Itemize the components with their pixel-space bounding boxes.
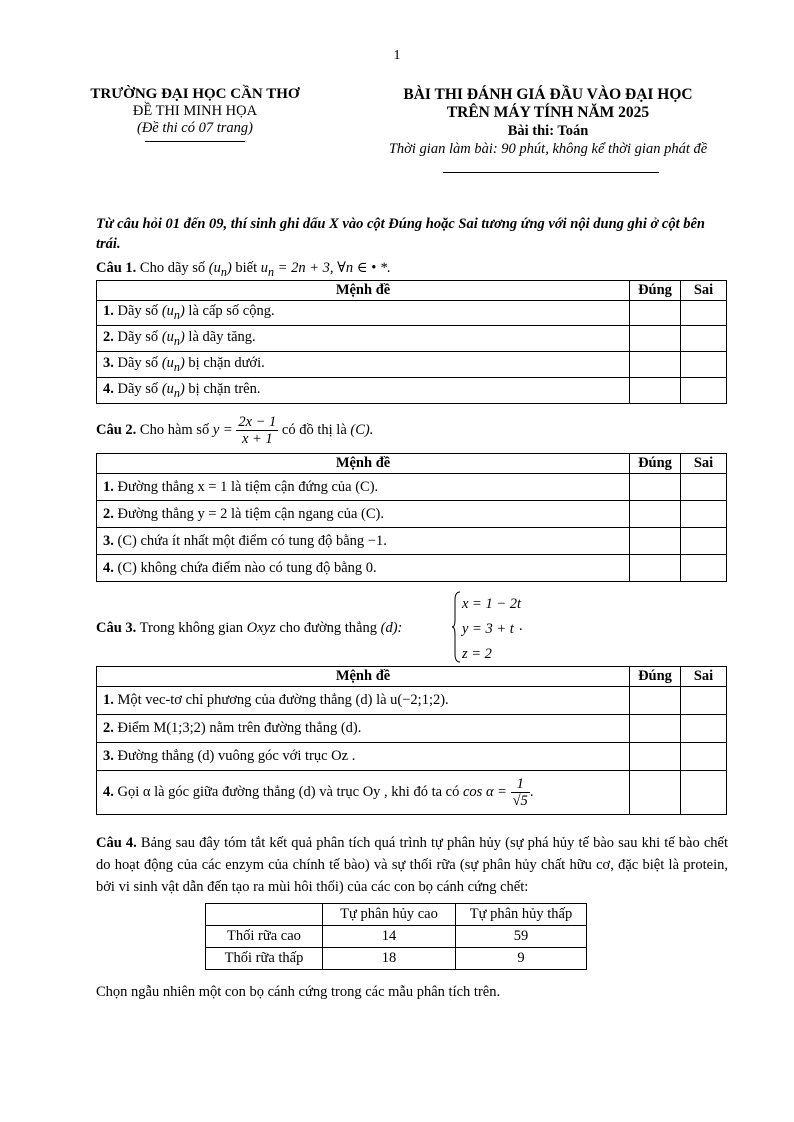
q4-closing: Chọn ngẫu nhiên một con bọ cánh cứng trong các mẫu phân tích trên. bbox=[96, 984, 501, 1000]
answer-true-cell[interactable] bbox=[630, 687, 681, 715]
q2-fraction bbox=[236, 414, 278, 447]
table-row bbox=[206, 926, 587, 948]
header-left bbox=[70, 86, 320, 137]
row-num: 2. bbox=[103, 505, 114, 522]
answer-true-cell[interactable] bbox=[630, 743, 681, 771]
answer-false-cell[interactable] bbox=[681, 352, 727, 378]
q1-formula-rest: = 2n + 3, ∀n ∈ • *. bbox=[274, 260, 391, 276]
q4-data-table bbox=[205, 903, 587, 970]
q2-text: Cho hàm số bbox=[139, 421, 210, 438]
header-left-rule bbox=[145, 141, 245, 142]
table-row bbox=[97, 743, 727, 771]
row-text-b: là cấp số cộng. bbox=[188, 303, 275, 320]
row-num: 2. bbox=[103, 328, 114, 345]
row-end: . bbox=[529, 783, 534, 800]
row-fraction bbox=[511, 776, 530, 809]
col-header: Tự phân hủy cao bbox=[323, 904, 456, 926]
answer-false-cell[interactable] bbox=[681, 555, 727, 582]
q3-text-b: cho đường thẳng bbox=[279, 620, 377, 636]
q3-header-statement: Mệnh đề bbox=[97, 667, 630, 687]
table-row bbox=[206, 948, 587, 970]
row-text: (C) không chứa điểm nào có tung độ bằng 0. bbox=[117, 559, 377, 576]
answer-false-cell[interactable] bbox=[681, 378, 727, 404]
table-row bbox=[97, 474, 727, 501]
answer-true-cell[interactable] bbox=[630, 378, 681, 404]
q1-header-true: Đúng bbox=[630, 281, 681, 301]
answer-false-cell[interactable] bbox=[681, 528, 727, 555]
q3-label: Câu 3. bbox=[96, 620, 137, 636]
question-2 bbox=[96, 414, 728, 447]
answer-false-cell[interactable] bbox=[681, 326, 727, 352]
q1-seq-sub: n bbox=[220, 264, 227, 279]
answer-true-cell[interactable] bbox=[630, 474, 681, 501]
cell: 18 bbox=[323, 948, 456, 970]
row-num: 1. bbox=[103, 692, 114, 708]
row-text: Điểm M(1;3;2) nằm trên đường thẳng (d). bbox=[117, 720, 362, 736]
row-text: Đường thẳng x = 1 là tiệm cận đứng của (C). bbox=[117, 478, 379, 495]
q3-brace bbox=[451, 590, 461, 664]
row-num: 3. bbox=[103, 532, 114, 549]
q2-header-false: Sai bbox=[681, 454, 727, 474]
answer-true-cell[interactable] bbox=[630, 301, 681, 326]
table-row: 3. Dãy số $(u_n)$ bị chặn dưới. bbox=[97, 352, 727, 378]
brace-icon bbox=[451, 590, 461, 664]
q2-frac-den: x + 1 bbox=[241, 431, 273, 447]
row-text-b: bị chặn dưới. bbox=[188, 354, 265, 371]
table-row bbox=[97, 715, 727, 743]
table-row bbox=[97, 501, 727, 528]
row-text: Đường thẳng (d) vuông góc với trục Oz . bbox=[117, 748, 356, 764]
q1-header-statement: Mệnh đề bbox=[97, 281, 630, 301]
instructions: Từ câu hỏi 01 đến 09, thí sinh ghi dấu X vào cột Đúng hoặc Sai tương ứng với nội dung ghi ở cột bên trái. bbox=[96, 216, 705, 252]
answer-true-cell[interactable] bbox=[630, 771, 681, 815]
q2-header-statement: Mệnh đề bbox=[97, 454, 630, 474]
answer-true-cell[interactable] bbox=[630, 715, 681, 743]
q1-text-b: biết bbox=[235, 260, 258, 276]
q3-space: Oxyz bbox=[246, 620, 276, 636]
row-header: Thối rữa cao bbox=[206, 926, 323, 948]
q4-text: Bảng sau đây tóm tắt kết quả phân tích quá trình tự phân hủy (sự phá hủy tế bào sau khi tế bào chết do hoạt động của các enzym của chính tế bào) và sự thối rữa (sự phân hủy chất hữu cơ, đặc biệt là protein, bởi vi sinh vật dẫn đến tạo ra mùi hôi thối) của các con bọ cánh cứng chết: bbox=[96, 835, 728, 895]
q1-formula: u bbox=[260, 260, 269, 276]
row-text-b: bị chặn trên. bbox=[188, 380, 261, 397]
q1-formula-sub: n bbox=[268, 264, 275, 279]
row-num: 3. bbox=[103, 354, 114, 371]
row-num: 1. bbox=[103, 303, 114, 320]
table-row: 4. Dãy số $(u_n)$ bị chặn trên. bbox=[97, 378, 727, 404]
question-3 bbox=[96, 618, 728, 638]
row-text: (C) chứa ít nhất một điểm có tung độ bằng −1. bbox=[117, 532, 387, 549]
row-num: 1. bbox=[103, 478, 114, 495]
row-text: Dãy số bbox=[117, 354, 159, 371]
q3-header-true: Đúng bbox=[630, 667, 681, 687]
school-name: TRƯỜNG ĐẠI HỌC CẦN THƠ bbox=[90, 86, 300, 102]
row-text: Một vec-tơ chỉ phương của đường thẳng (d) là u(−2;1;2). bbox=[117, 692, 449, 708]
answer-false-cell[interactable] bbox=[681, 474, 727, 501]
table-row bbox=[97, 555, 727, 582]
page-number: 1 bbox=[393, 48, 401, 63]
exam-subject: Bài thi: Toán bbox=[507, 123, 589, 139]
q2-frac-num: 2x − 1 bbox=[238, 414, 277, 430]
row-num: 2. bbox=[103, 720, 114, 736]
answer-true-cell[interactable] bbox=[630, 555, 681, 582]
exam-title-1: BÀI THI ĐÁNH GIÁ ĐẦU VÀO ĐẠI HỌC bbox=[403, 86, 693, 103]
corner-cell bbox=[206, 904, 323, 926]
q1-text: Cho dãy số bbox=[139, 260, 206, 276]
q2-header-true: Đúng bbox=[630, 454, 681, 474]
col-header: Tự phân hủy thấp bbox=[456, 904, 587, 926]
answer-true-cell[interactable] bbox=[630, 326, 681, 352]
q2-label: Câu 2. bbox=[96, 421, 137, 438]
row-num: 3. bbox=[103, 748, 114, 764]
header-right bbox=[366, 86, 730, 158]
answer-false-cell[interactable] bbox=[681, 301, 727, 326]
q1-seq: (u bbox=[208, 260, 221, 276]
q2-text-b: có đồ thị là bbox=[281, 421, 347, 438]
table-row bbox=[97, 528, 727, 555]
q3-header-false: Sai bbox=[681, 667, 727, 687]
exam-title-2: TRÊN MÁY TÍNH NĂM 2025 bbox=[446, 104, 650, 121]
header-right-rule bbox=[443, 172, 659, 173]
pages-note: (Đề thi có 07 trang) bbox=[137, 120, 253, 136]
cell: 59 bbox=[456, 926, 587, 948]
row-cos: cos α = bbox=[462, 783, 507, 800]
row-num: 4. bbox=[103, 559, 114, 576]
question-4 bbox=[96, 832, 728, 898]
table-row: 1. Dãy số $(u_n)$ là cấp số cộng. bbox=[97, 301, 727, 326]
q3-table bbox=[96, 666, 727, 815]
q1-seq-end: ) bbox=[226, 260, 232, 276]
answer-false-cell[interactable] bbox=[681, 687, 727, 715]
exam-type: ĐỀ THI MINH HỌA bbox=[132, 103, 258, 119]
row-num: 4. bbox=[103, 783, 114, 800]
q3-line: (d): bbox=[380, 620, 403, 636]
table-row bbox=[97, 687, 727, 715]
q3-eq-y: y = 3 + t bbox=[462, 621, 514, 637]
q1-table bbox=[96, 280, 727, 404]
q3-eq-x: x = 1 − 2t bbox=[462, 596, 522, 612]
row-text-b: là dãy tăng. bbox=[188, 328, 256, 345]
row-text: Dãy số bbox=[117, 303, 159, 320]
answer-false-cell[interactable] bbox=[681, 743, 727, 771]
answer-true-cell[interactable] bbox=[630, 528, 681, 555]
q3-text: Trong không gian bbox=[139, 620, 244, 636]
row-header: Thối rữa thấp bbox=[206, 948, 323, 970]
q1-header-false: Sai bbox=[681, 281, 727, 301]
row-text: Dãy số bbox=[117, 380, 159, 397]
q2-table bbox=[96, 453, 727, 582]
answer-false-cell[interactable] bbox=[681, 715, 727, 743]
answer-true-cell[interactable] bbox=[630, 501, 681, 528]
q2-y-eq: y = bbox=[212, 421, 233, 438]
q1-label: Câu 1. bbox=[96, 260, 137, 276]
q3-end: . bbox=[519, 618, 523, 634]
row-num: 4. bbox=[103, 380, 114, 397]
row-text: Đường thẳng y = 2 là tiệm cận ngang của (C). bbox=[117, 505, 385, 522]
answer-false-cell[interactable] bbox=[681, 501, 727, 528]
table-row bbox=[97, 771, 727, 815]
question-1 bbox=[96, 258, 728, 282]
q3-eq-z: z = 2 bbox=[462, 646, 492, 662]
table-row: 2. Dãy số $(u_n)$ là dãy tăng. bbox=[97, 326, 727, 352]
exam-time: Thời gian làm bài: 90 phút, không kể thời gian phát đề bbox=[388, 141, 708, 157]
row-text: Dãy số bbox=[117, 328, 159, 345]
cell: 14 bbox=[323, 926, 456, 948]
cell: 9 bbox=[456, 948, 587, 970]
answer-false-cell[interactable] bbox=[681, 771, 727, 815]
q3-system bbox=[462, 592, 521, 667]
row-text: Gọi α là góc giữa đường thẳng (d) và trục Oy , khi đó ta có bbox=[117, 783, 460, 800]
q2-graph: (C). bbox=[350, 421, 374, 438]
q4-label: Câu 4. bbox=[96, 835, 137, 851]
row-frac-num: 1 bbox=[511, 776, 530, 793]
answer-true-cell[interactable] bbox=[630, 352, 681, 378]
row-frac-den: √5 bbox=[512, 793, 528, 809]
